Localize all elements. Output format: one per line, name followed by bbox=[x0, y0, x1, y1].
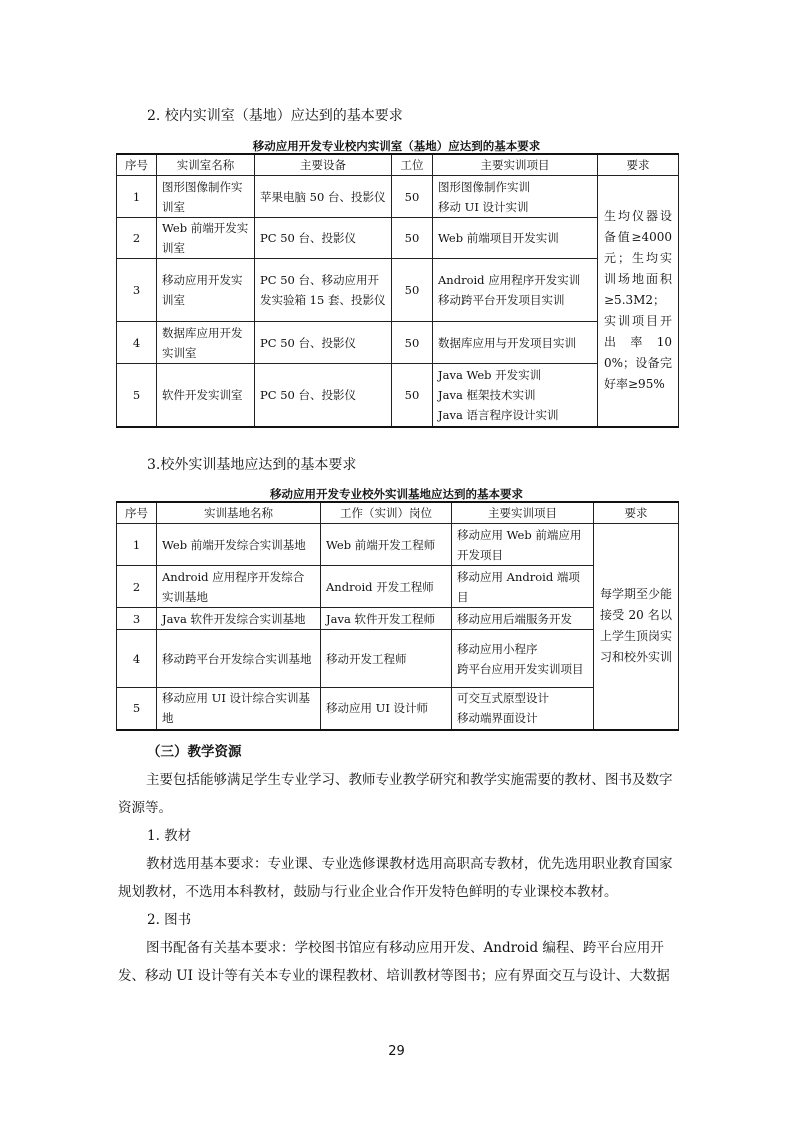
lab-name: 数据库应用开发实训室 bbox=[157, 322, 255, 364]
row-number: 5 bbox=[117, 688, 157, 730]
row-number: 5 bbox=[117, 364, 157, 427]
row-number: 3 bbox=[117, 259, 157, 322]
project-item: 移动应用 Android 端项目 bbox=[457, 569, 580, 604]
lab-projects bbox=[433, 218, 598, 259]
header-cell: 实训基地名称 bbox=[157, 502, 321, 524]
lab-equipment: 苹果电脑 50 台、投影仪 bbox=[255, 176, 392, 218]
base-post: Android 开发工程师 bbox=[321, 566, 452, 608]
base-projects bbox=[452, 566, 594, 608]
lab-name: 软件开发实训室 bbox=[157, 364, 255, 427]
header-cell: 主要设备 bbox=[255, 154, 392, 176]
project-item: 移动应用小程序 bbox=[457, 641, 538, 656]
base-post: 移动开发工程师 bbox=[321, 630, 452, 688]
row-number: 1 bbox=[117, 176, 157, 218]
section-heading-teaching-resources: （三）教学资源 bbox=[147, 744, 242, 760]
lab-projects bbox=[433, 259, 598, 322]
page-number: 29 bbox=[388, 1044, 405, 1059]
base-projects bbox=[452, 688, 594, 730]
project-item: 图形图像制作实训 bbox=[438, 179, 530, 194]
table-row bbox=[117, 218, 679, 259]
subheading-books: 2. 图书 bbox=[147, 912, 192, 928]
table-header-row bbox=[117, 502, 679, 524]
table-header-row bbox=[117, 154, 679, 176]
project-item: 移动跨平台开发项目实训 bbox=[438, 293, 565, 307]
lab-seats: 50 bbox=[392, 176, 433, 218]
row-number: 2 bbox=[117, 218, 157, 259]
base-post: 移动应用 UI 设计师 bbox=[321, 688, 452, 730]
header-cell: 工位 bbox=[392, 154, 433, 176]
header-cell: 工作（实训）岗位 bbox=[321, 502, 452, 524]
row-number: 4 bbox=[117, 630, 157, 688]
header-cell: 主要实训项目 bbox=[452, 502, 594, 524]
project-item: 跨平台应用开发实训项目 bbox=[457, 661, 584, 676]
lab-projects bbox=[433, 322, 598, 364]
base-projects bbox=[452, 630, 594, 688]
project-item: Java 框架技术实训 bbox=[438, 387, 536, 402]
base-name: Android 应用程序开发综合实训基地 bbox=[157, 566, 321, 608]
external-bases-table bbox=[116, 501, 679, 731]
project-item: 移动应用 Web 前端应用开发项目 bbox=[457, 527, 582, 562]
table-caption-external-bases: 移动应用开发专业校外实训基地应达到的基本要求 bbox=[270, 487, 523, 501]
project-item: Java Web 开发实训 bbox=[438, 367, 542, 382]
base-name: Web 前端开发综合实训基地 bbox=[157, 524, 321, 566]
row-number: 4 bbox=[117, 322, 157, 364]
project-item: 移动应用后端服务开发 bbox=[457, 611, 572, 626]
header-cell: 主要实训项目 bbox=[433, 154, 598, 176]
base-name: Java 软件开发综合实训基地 bbox=[157, 608, 321, 630]
lab-equipment: PC 50 台、投影仪 bbox=[255, 218, 392, 259]
row-number: 1 bbox=[117, 524, 157, 566]
header-cell: 实训室名称 bbox=[157, 154, 255, 176]
lab-equipment: PC 50 台、投影仪 bbox=[255, 322, 392, 364]
table-row bbox=[117, 176, 679, 218]
project-item: 数据库应用与开发项目实训 bbox=[438, 335, 576, 350]
project-item: Java 语言程序设计实训 bbox=[438, 407, 559, 422]
section-heading-internal-labs: 2. 校内实训室（基地）应达到的基本要求 bbox=[147, 108, 403, 124]
lab-seats: 50 bbox=[392, 259, 433, 322]
lab-seats: 50 bbox=[392, 218, 433, 259]
intro-paragraph: 主要包括能够满足学生专业学习、教师专业教学研究和教学实施需要的教材、图书及数字资源等。 bbox=[118, 772, 673, 816]
base-name: 移动应用 UI 设计综合实训基地 bbox=[157, 688, 321, 730]
project-item: 移动 UI 设计实训 bbox=[438, 199, 529, 214]
textbooks-paragraph: 教材选用基本要求：专业课、专业选修课教材选用高职高专教材，优先选用职业教育国家规划教材，不选用本科教材，鼓励与行业企业合作开发特色鲜明的专业课校本教材。 bbox=[118, 856, 673, 900]
project-item: Web 前端项目开发实训 bbox=[438, 231, 559, 245]
lab-equipment: PC 50 台、投影仪 bbox=[255, 364, 392, 427]
header-cell: 序号 bbox=[117, 154, 157, 176]
lab-projects bbox=[433, 176, 598, 218]
lab-seats: 50 bbox=[392, 364, 433, 427]
base-post: Web 前端开发工程师 bbox=[321, 524, 452, 566]
header-cell: 要求 bbox=[598, 154, 679, 176]
row-number: 3 bbox=[117, 608, 157, 630]
table-row bbox=[117, 259, 679, 322]
lab-name: 移动应用开发实训室 bbox=[157, 259, 255, 322]
base-projects bbox=[452, 608, 594, 630]
base-post: Java 软件开发工程师 bbox=[321, 608, 452, 630]
project-item: 可交互式原型设计 bbox=[457, 691, 549, 706]
subheading-textbooks: 1. 教材 bbox=[147, 828, 192, 844]
header-cell: 要求 bbox=[594, 502, 679, 524]
table-row bbox=[117, 524, 679, 566]
requirement-cell: 每学期至少能接受 20 名以上学生顶岗实习和校外实训 bbox=[594, 524, 679, 730]
project-item: Android 应用程序开发实训 bbox=[438, 273, 581, 287]
lab-equipment: PC 50 台、移动应用开发实验箱 15 套、投影仪 bbox=[255, 259, 392, 322]
lab-name: 图形图像制作实训室 bbox=[157, 176, 255, 218]
table-caption-internal-labs: 移动应用开发专业校内实训室（基地）应达到的基本要求 bbox=[252, 139, 541, 153]
books-paragraph: 图书配备有关基本要求：学校图书馆应有移动应用开发、Android 编程、跨平台应用开发、移动 UI 设计等有关本专业的课程教材、培训教材等图书；应有界面交互与设计、大数据 bbox=[118, 940, 670, 984]
base-projects bbox=[452, 524, 594, 566]
project-item: 移动端界面设计 bbox=[457, 711, 538, 726]
header-cell: 序号 bbox=[117, 502, 157, 524]
table-row bbox=[117, 364, 679, 427]
lab-seats: 50 bbox=[392, 322, 433, 364]
requirement-cell: 生均仪器设备值≥4000元；生均实训场地面积≥5.3M2；实训项目开出率100%；设备完好率≥95% bbox=[598, 176, 679, 427]
internal-labs-table bbox=[116, 153, 679, 428]
lab-name: Web 前端开发实训室 bbox=[157, 218, 255, 259]
base-name: 移动跨平台开发综合实训基地 bbox=[157, 630, 321, 688]
section-heading-external-bases: 3.校外实训基地应达到的基本要求 bbox=[147, 457, 357, 473]
table-row bbox=[117, 322, 679, 364]
row-number: 2 bbox=[117, 566, 157, 608]
lab-projects bbox=[433, 364, 598, 427]
